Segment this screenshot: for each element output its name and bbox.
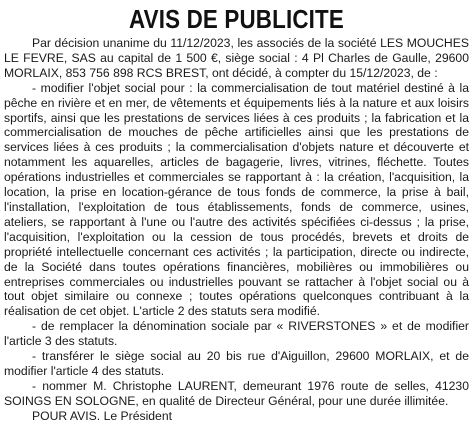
notice-signature: POUR AVIS. Le Président <box>32 408 172 423</box>
notice-paragraph-transfer: - transférer le siège social au 20 bis rue d'Aiguillon, 29600 MORLAIX, et de modifier l'article 4 des statuts. <box>4 349 469 378</box>
notice-body <box>4 36 469 424</box>
notice-paragraph-intro: Par décision unanime du 11/12/2023, les associés de la société LES MOUCHES LE FEVRE, SAS au capital de 1 500 €, siège social : 4 Pl Charles de Gaulle, 29600 MORLAIX, 853 756 898 RCS BREST, ont décidé, à compter du 15/12/2023, de : <box>4 36 469 80</box>
notice-paragraph-name-change: - de remplacer la dénomination sociale par « RIVERSTONES » et de modifier l'article 3 des statuts. <box>4 319 469 349</box>
notice-paragraph-appointment: - nommer M. Christophe LAURENT, demeurant 1976 route de selles, 41230 SOINGS EN SOLOGNE, en qualité de Directeur Général, pour une durée illimitée. <box>4 378 469 408</box>
notice-paragraph-object: - modifier l'objet social pour : la commercialisation de tout matériel destiné à la pêche en rivière et en mer, de vêtements et équipements liés à la nature et aux loisirs sportifs, ainsi que les prestations de services liées à ces produits ; la fabrication et la commercialisation de mouches de pêche artificielles ainsi que les prestations de services liées à ces produits ; la commercialisation d'objets nature et découverte et notamment les aquarelles, articles de bagagerie, livres, vitrines, fléchette. Toutes opérations industrielles et commerciales se rapportant à : la création, l'acquisition, la location, la prise en location-gérance de tous fonds de commerce, la prise à bail, l'installation, l'exploitation de tous établissements, fonds de commerce, usines, ateliers, se rapportant à l'une ou l'autre des activités spécifiées ci-dessus ; la prise, l'acquisition, l'exploitation ou la cession de tous procédés, brevets et droits de propriété intellectuelle concernant ces activités ; la participation, directe ou indirecte, de la Société dans toutes opérations financières, mobilières ou immobilières ou entreprises commerciales ou industrielles pouvant se rattacher à l'objet social ou à tout objet similaire ou connexe ; toutes opérations quelconques contribuant à la réalisation de cet objet. L'article 2 des statuts sera modifié. <box>4 80 469 319</box>
notice-title: AVIS DE PUBLICITE <box>129 4 344 34</box>
